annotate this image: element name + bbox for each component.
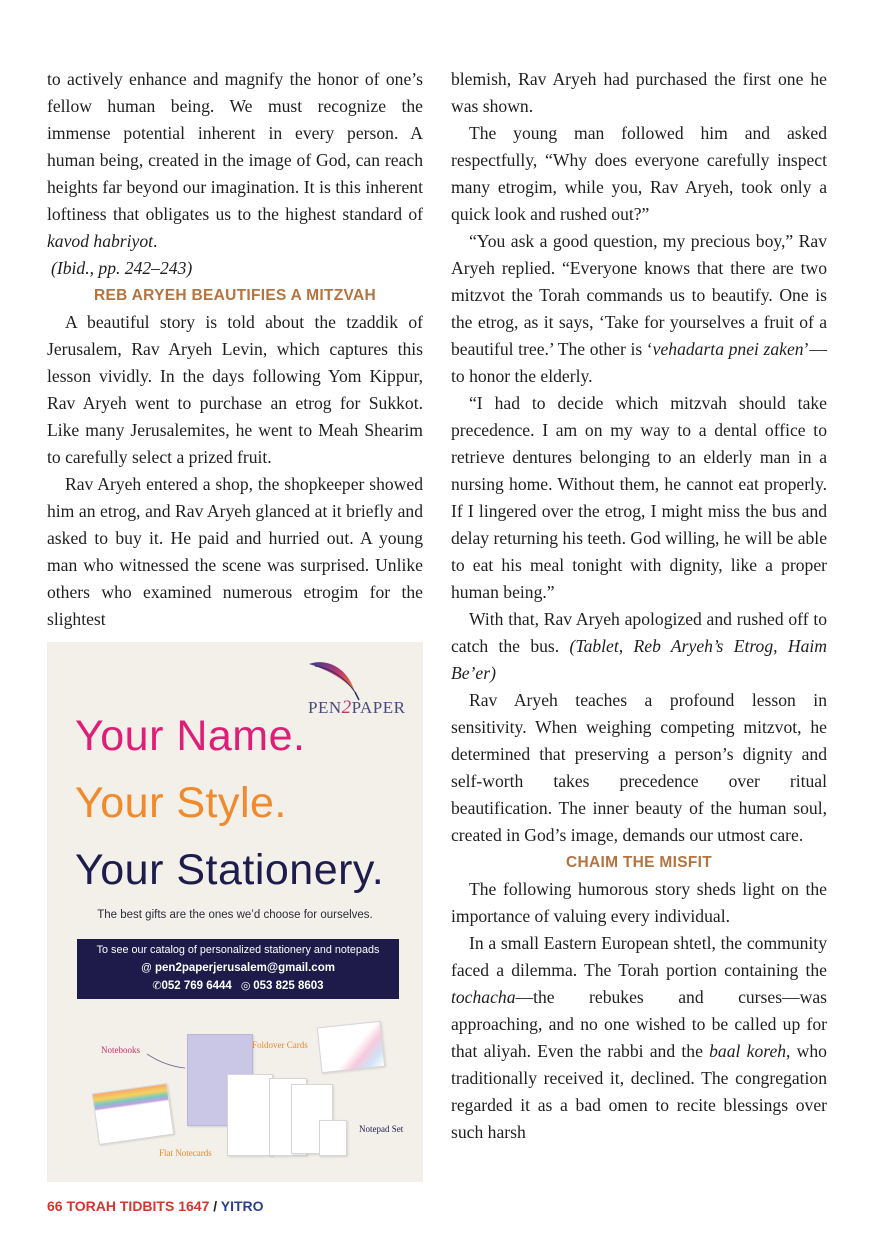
- label-flat-notecards: Flat Notecards: [159, 1148, 212, 1158]
- footer-separator: /: [209, 1198, 221, 1214]
- arrow-icon: [145, 1052, 189, 1072]
- email-icon: @: [141, 962, 155, 974]
- section-heading: CHAIM THE MISFIT: [565, 854, 712, 871]
- section-heading: REB ARYEH BEAUTIFIES A MITZVAH: [94, 287, 376, 304]
- paragraph: “I had to decide which mitzvah should take precedence. I am on my way to a dental office to retrieve dentures belonging to an elderly man in a nursing home. Without them, he cannot eat properly. If I lingered over the etrog, I might miss the bus and delay returning his teeth. God willing, he will be able to eat his meal tonight with dignity, like a proper human being.”: [451, 393, 827, 602]
- notepad-image-1: [227, 1074, 273, 1156]
- brand-logo: PEN2PAPER: [308, 697, 406, 718]
- stationery-advertisement[interactable]: [47, 642, 423, 1182]
- paragraph: Rav Aryeh entered a shop, the shopkeeper showed him an etrog, and Rav Aryeh glanced at it briefly and asked to buy it. He paid and hurried out. A young man who witnessed the scene was surprised. Unlike others who examined numerous etrogim for the slightest: [47, 474, 423, 629]
- paragraph: A beautiful story is told about the tzaddik of Jerusalem, Rav Aryeh Levin, which captures this lesson vividly. In the days following Yom Kippur, Rav Aryeh went to purchase an etrog for Sukkot. Like many Jerusalemites, he went to Meah Shearim to carefully select a prized fruit.: [47, 312, 423, 467]
- ad-headline-style: Your Style.: [75, 779, 287, 827]
- label-notebooks: Notebooks: [101, 1045, 140, 1055]
- left-column: [47, 66, 423, 633]
- email-link[interactable]: pen2paperjerusalem@gmail.com: [155, 962, 335, 974]
- whatsapp-icon: ◎: [240, 980, 254, 992]
- notepad-image-4: [319, 1120, 347, 1156]
- paragraph: The young man followed him and asked respectfully, “Why does everyone carefully inspect many etrogim, while you, Rav Aryeh, took only a quick look and rushed out?”: [451, 123, 827, 224]
- parsha-name: YITRO: [220, 1198, 264, 1214]
- phone-number-1[interactable]: 052 769 6444: [161, 980, 232, 992]
- phone-icon: ✆: [152, 980, 162, 992]
- ad-tagline: The best gifts are the ones we’d choose for ourselves.: [97, 909, 373, 921]
- page-number: 66: [47, 1198, 63, 1214]
- citation: (Ibid., pp. 242–243): [51, 258, 193, 278]
- contact-box: [77, 939, 399, 999]
- label-notepad-set: Notepad Set: [359, 1124, 404, 1134]
- citation: (Tablet, Reb Aryeh’s Etrog, Haim Be’er): [451, 636, 828, 683]
- ad-headline-name: Your Name.: [75, 712, 306, 760]
- phone-number-2[interactable]: 053 825 8603: [253, 980, 324, 992]
- paragraph: The following humorous story sheds light on the importance of valuing every individual.: [451, 879, 827, 926]
- ad-headline-stationery: Your Stationery.: [75, 846, 385, 894]
- paragraph: With that, Rav Aryeh apologized and rushed off to catch the bus. (Tablet, Reb Aryeh’s Etrog, Haim Be’er): [451, 609, 828, 683]
- paragraph: “You ask a good question, my precious boy,” Rav Aryeh replied. “Everyone knows that there are two mitzvot the Torah commands us to beautify. One is the etrog, as it says, ‘Take for yourselves a fruit of a beautiful tree.’ The other is ‘vehadarta pnei zaken’—to honor the elderly.: [451, 231, 828, 386]
- paragraph: Rav Aryeh teaches a profound lesson in sensitivity. When weighing competing mitzvot, he determined that preserving a person’s dignity and self-worth takes precedence over ritual beautification. The inner beauty of the human soul, created in God’s image, demands our utmost care.: [451, 690, 827, 845]
- paragraph: to actively enhance and magnify the honor of one’s fellow human being. We must recognize the immense potential inherent in every person. A human being, created in the image of God, can reach heights far beyond our imagination. It is this inherent loftiness that obligates us to the highest standard of kavod habriyot.: [47, 69, 423, 251]
- foldover-card-image: [317, 1021, 385, 1073]
- contact-intro: To see our catalog of personalized stationery and notepads: [96, 944, 380, 956]
- right-column: [451, 66, 827, 1146]
- flat-notecard-image: [92, 1083, 174, 1145]
- publication-name: TORAH TIDBITS 1647: [66, 1198, 210, 1214]
- label-foldover-cards: Foldover Cards: [252, 1040, 308, 1050]
- paragraph: blemish, Rav Aryeh had purchased the first one he was shown.: [451, 69, 827, 116]
- paragraph: In a small Eastern European shtetl, the community faced a dilemma. The Torah portion containing the tochacha—the rebukes and curses—was approaching, and no one wished to be called up for that aliyah. Even the rabbi and the baal koreh, who traditionally received it, declined. The congregation regarded it as a bad omen to recite blessings over such harsh: [451, 933, 827, 1142]
- feather-quill-icon: [305, 658, 365, 702]
- page-footer: [47, 1198, 264, 1214]
